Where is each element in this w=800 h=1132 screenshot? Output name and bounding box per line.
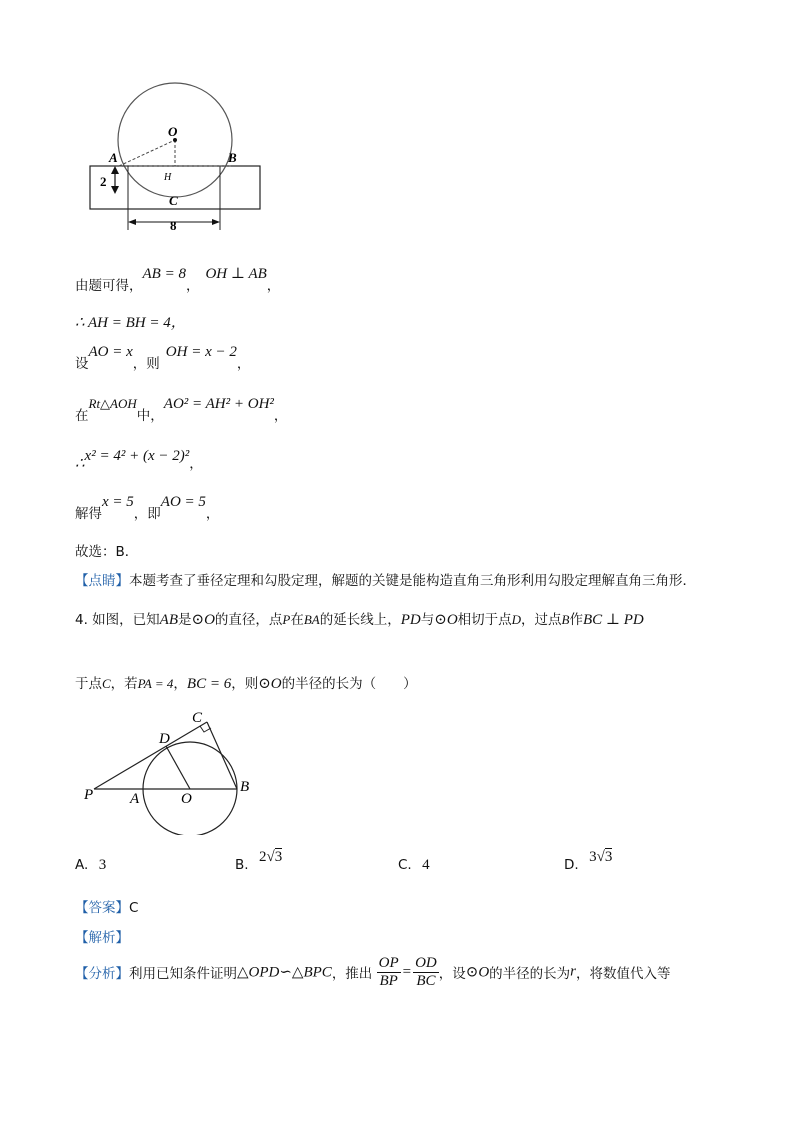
text-segment: ，推出 [331,966,373,982]
question-number: 4. [75,612,93,628]
arrow-up-head [111,166,119,174]
arrow-down-head [111,186,119,194]
text-segment: 作 [569,612,583,628]
text-segment: 利用已知条件证明 [129,966,237,982]
math-oh-x-2: OH = x − 2 [165,344,237,360]
option-a[interactable] [75,857,106,874]
math-equation: x² = 4² + (x − 2)² [84,448,190,464]
math-rt-aoh: Rt△AOH [88,396,137,411]
option-letter: D. [564,857,579,873]
math-pythagoras: AO² = AH² + OH² [163,396,274,412]
comment-text: 本题考查了垂径定理和勾股定理，解题的关键是能构造直角三角形利用勾股定理解直角三角形． [129,573,696,589]
fraction-op-bp [377,955,401,989]
line-od [166,746,190,789]
label-eight: 8 [170,218,177,233]
math-circle-o: ⊙O [434,612,458,628]
answer-value: C [129,900,139,916]
arrow-right-head [212,219,220,225]
text-segment: ，设 [438,966,466,982]
label-a: A [130,791,140,807]
line-pc [94,722,207,789]
text-segment: 在 [75,408,89,424]
fraction-denominator: BP [379,972,398,989]
solution-line-4 [75,392,288,424]
text-segment: 是 [178,612,192,628]
text-segment: 解得 [75,506,102,522]
text-segment: ， [205,506,220,522]
text-segment: 中， [136,408,164,424]
solution-line-1 [75,262,281,294]
solution-line-5 [75,444,203,472]
math-pa4: PA = 4 [137,676,174,691]
text-segment: 与 [420,612,435,628]
label-h: H [164,172,172,183]
comment-tag: 【点睛】 [75,573,129,589]
math-bc6: BC = 6 [186,676,232,692]
math-similar-triangles: △OPD∽△BPC [237,964,332,981]
radical-sign: √ [266,849,275,865]
text-segment: 的延长线上， [319,612,401,628]
label-o: O [168,124,178,139]
math-ao-x: AO = x [88,344,133,360]
analysis-line [75,955,671,989]
math-circle-o: ⊙O [258,676,282,692]
therefore-symbol: ∴ [75,456,85,472]
text-segment: 的半径的长为 [489,966,571,982]
solution-line-2: ∴ AH = BH = 4， [75,315,186,331]
label-c: C [192,710,203,726]
label-a: A [109,150,118,165]
option-c[interactable] [398,857,430,874]
text-segment: ， [273,408,288,424]
text-segment: ， [236,356,251,372]
solution-line-3 [75,340,251,372]
text-segment: ， [266,278,281,294]
option-letter: C. [398,857,412,873]
radical-sign: √ [596,849,605,865]
option-letter: B. [235,857,249,873]
analysis-tag: 【分析】 [75,966,129,982]
arrow-left-head [128,219,136,225]
math-c: C [102,676,111,691]
option-value-coef: 3 [589,849,597,865]
text-segment: 如图，已知 [92,612,160,628]
option-d[interactable] [564,849,613,873]
label-b: B [240,779,250,795]
math-ao5: AO = 5 [160,494,206,510]
math-circle-o: ⊙O [191,612,215,628]
text-segment: 的直径，点 [214,612,283,628]
option-value-coef: 2 [259,849,267,865]
fraction-numerator: OP [378,955,399,971]
text-segment: ，则 [231,676,259,692]
option-value-radicand: 3 [604,849,613,865]
fraction-numerator: OD [415,955,437,971]
text-segment: ，过点 [521,612,562,628]
math-b: B [561,612,570,627]
equals-sign: = [402,963,412,980]
text-segment: ， [173,676,187,692]
comment-line [75,569,696,589]
text-segment: 的半径的长为（ ） [281,676,417,692]
math-r: r [570,963,576,980]
option-b[interactable] [235,849,283,873]
math-ab8: AB = 8 [142,266,186,282]
line-bc [207,722,237,789]
figure-tangent [80,705,270,835]
math-bc-perp-pd: BC ⊥ PD [583,612,644,628]
answer-tag: 【答案】 [75,900,129,916]
question-4-line-1 [75,608,644,629]
text-segment: ， [185,278,200,294]
text-segment: 由题可得， [75,278,143,294]
option-value: 3 [98,857,107,873]
math-pd: PD [400,612,421,628]
label-b: B [228,150,237,165]
label-c: C [169,193,178,208]
text-segment: ， [189,456,203,472]
text-segment: ，将数值代入等 [576,966,671,982]
math-ab: AB [159,612,178,628]
option-value: 4 [422,857,430,873]
option-letter: A. [75,857,89,873]
math-oh-perp-ab: OH ⊥ AB [205,266,267,282]
text-segment: 设 [75,356,89,372]
math-circle-o: ⊙O [465,964,490,981]
text-segment: 相切于点 [457,612,512,628]
text-segment: ，若 [110,676,138,692]
math-p: P [282,612,291,627]
math-x5: x = 5 [102,494,134,510]
solution-line-6 [75,490,220,522]
text-segment: ，即 [133,506,161,522]
analysis-heading: 【解析】 [75,930,129,946]
text-segment: ，则 [132,356,160,372]
label-p: P [84,787,94,803]
math-d: D [511,612,522,627]
answer-line [75,896,138,916]
segment-ao [119,140,175,166]
choose-line: 故选：B． [75,544,139,560]
fraction-denominator: BC [416,972,436,989]
fraction-od-bc [413,955,439,989]
math-ba: BA [303,612,320,627]
text-segment: 在 [290,612,304,628]
figure-circle-chord [80,70,280,240]
label-d: D [159,731,170,747]
option-value-radicand: 3 [274,849,283,865]
label-two: 2 [100,174,107,189]
question-4-line-2 [75,672,417,693]
text-segment: 于点 [75,676,102,692]
label-o: O [181,791,192,807]
